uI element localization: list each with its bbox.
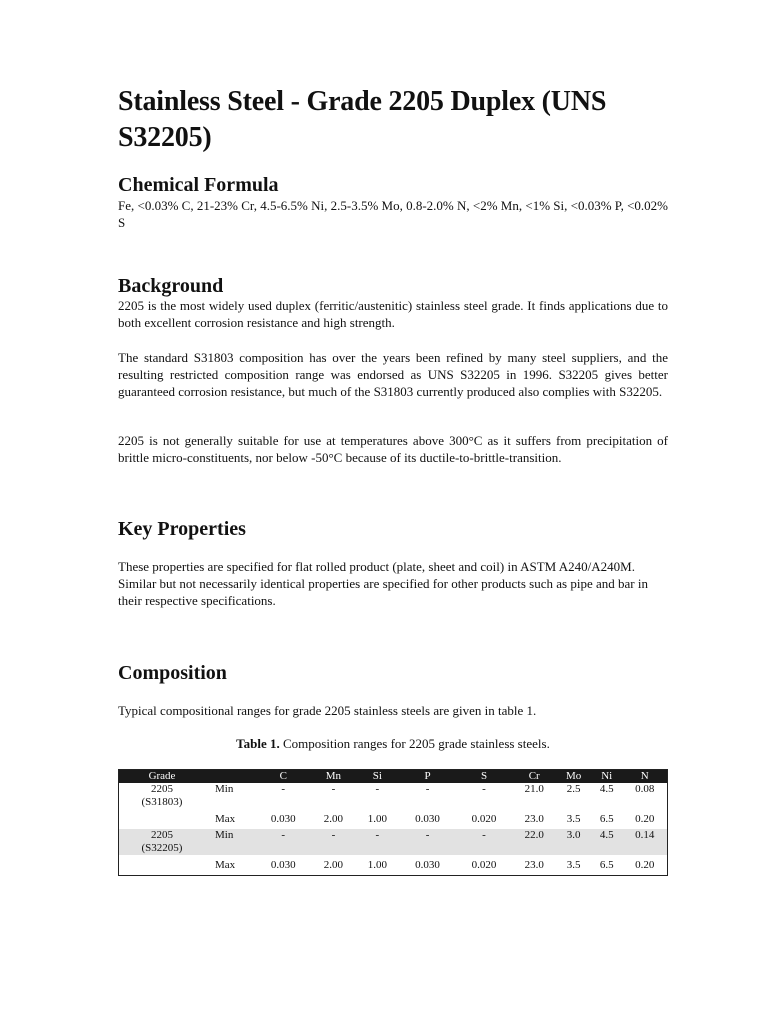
table-cell: 0.030 (415, 859, 440, 871)
background-heading: Background (118, 275, 224, 297)
composition-intro: Typical compositional ranges for grade 2205 stainless steels are given in table 1. (118, 703, 537, 718)
table-row (119, 809, 668, 829)
table-cell: - (482, 783, 486, 795)
table-cell: 0.020 (471, 859, 497, 871)
table-cell: 4.5 (591, 829, 622, 845)
limit-label: Max (215, 813, 236, 825)
grade-name: 2205 (151, 829, 173, 841)
background-paragraph-2: The standard S31803 composition has over the years been refined by many steel suppliers, and the resulting restricted composition range was endorsed as UNS S32205 in 1996. S32205 gives better guaranteed corrosion resistance, but much of the S31803 currently produced also complies with S32205. (118, 350, 668, 399)
table-cell: 6.5 (599, 813, 614, 825)
header-cell: Ni (591, 770, 622, 784)
table-cell: 4.5 (599, 783, 614, 795)
table-cell: - (375, 783, 380, 795)
table-caption (118, 735, 668, 752)
table-cell: - (255, 829, 311, 845)
header-cell (205, 770, 255, 784)
limit-label: Max (215, 859, 236, 871)
header-cell: Cr (512, 770, 556, 784)
table-cell: 1.00 (367, 859, 387, 871)
table-cell: 0.20 (635, 859, 655, 871)
key-properties-text: These properties are specified for flat rolled product (plate, sheet and coil) in ASTM A240/A240M. Similar but not necessarily identical properties are specified for other products such as pipe and bar in their respective specifications. (118, 559, 648, 608)
table-cell: 2.5 (566, 783, 581, 795)
table-header-row (119, 770, 668, 784)
table-cell: - (456, 829, 512, 845)
grade-uns: (S31803) (141, 796, 183, 808)
composition-heading: Composition (118, 662, 227, 684)
background-paragraph-1: 2205 is the most widely used duplex (ferritic/austenitic) stainless steel grade. It finds applications due to both excellent corrosion resistance and high strength. (118, 298, 668, 330)
table-caption-text: Composition ranges for 2205 grade stainless steels. (279, 736, 550, 751)
page-title: Stainless Steel - Grade 2205 Duplex (UNS S32205) (118, 86, 607, 153)
table-cell: 23.0 (524, 859, 544, 871)
table-cell: 3.5 (566, 813, 581, 825)
grade-name: 2205 (151, 783, 173, 795)
table-cell: 0.020 (471, 813, 497, 825)
table-cell: 0.030 (270, 813, 296, 825)
header-cell: Si (355, 770, 399, 784)
table-cell: 0.20 (635, 813, 655, 825)
header-cell: Mn (311, 770, 355, 784)
header-cell: Mo (556, 770, 591, 784)
table-row (119, 855, 668, 876)
table-cell: 0.030 (415, 813, 440, 825)
grade-cell (119, 783, 206, 809)
table-cell: 21.0 (524, 783, 544, 795)
header-cell: C (255, 770, 311, 784)
table-row (119, 829, 668, 845)
limit-label: Min (215, 783, 234, 795)
table-cell: 2.00 (323, 813, 344, 825)
table-cell: 1.00 (367, 813, 387, 825)
table-cell: 2.00 (323, 859, 344, 871)
header-cell: Grade (119, 770, 206, 784)
table-cell: 23.0 (524, 813, 544, 825)
header-cell: S (456, 770, 512, 784)
table-cell: - (399, 829, 455, 845)
key-properties-heading: Key Properties (118, 518, 246, 540)
composition-table (118, 769, 668, 876)
background-paragraph-3: 2205 is not generally suitable for use at temperatures above 300°C as it suffers from precipitation of brittle micro-constituents, nor below -50°C because of its ductile-to-brittle-transition. (118, 433, 668, 465)
table-cell: 0.08 (635, 783, 655, 795)
table-cell: 3.5 (566, 859, 581, 871)
table-caption-label: Table 1. (236, 736, 280, 751)
table-cell: - (355, 829, 399, 845)
table-cell: 0.030 (270, 859, 296, 871)
table-cell: - (331, 783, 336, 795)
table-cell: - (281, 783, 286, 795)
grade-cell (119, 829, 206, 855)
table-cell: 22.0 (512, 829, 556, 845)
table-cell: 6.5 (599, 859, 614, 871)
chemical-formula-text: Fe, <0.03% C, 21-23% Cr, 4.5-6.5% Ni, 2.5-3.5% Mo, 0.8-2.0% N, <2% Mn, <1% Si, <0.03% P, <0.02% S (118, 198, 668, 230)
limit-label: Min (205, 829, 255, 845)
header-cell: P (399, 770, 455, 784)
table-cell: - (311, 829, 355, 845)
table-cell: 3.0 (556, 829, 591, 845)
grade-uns: (S32205) (141, 842, 183, 854)
header-cell: N (622, 770, 667, 784)
chemical-formula-heading: Chemical Formula (118, 174, 279, 196)
table-cell: - (425, 783, 430, 795)
table-row (119, 783, 668, 799)
table-cell: 0.14 (622, 829, 667, 845)
